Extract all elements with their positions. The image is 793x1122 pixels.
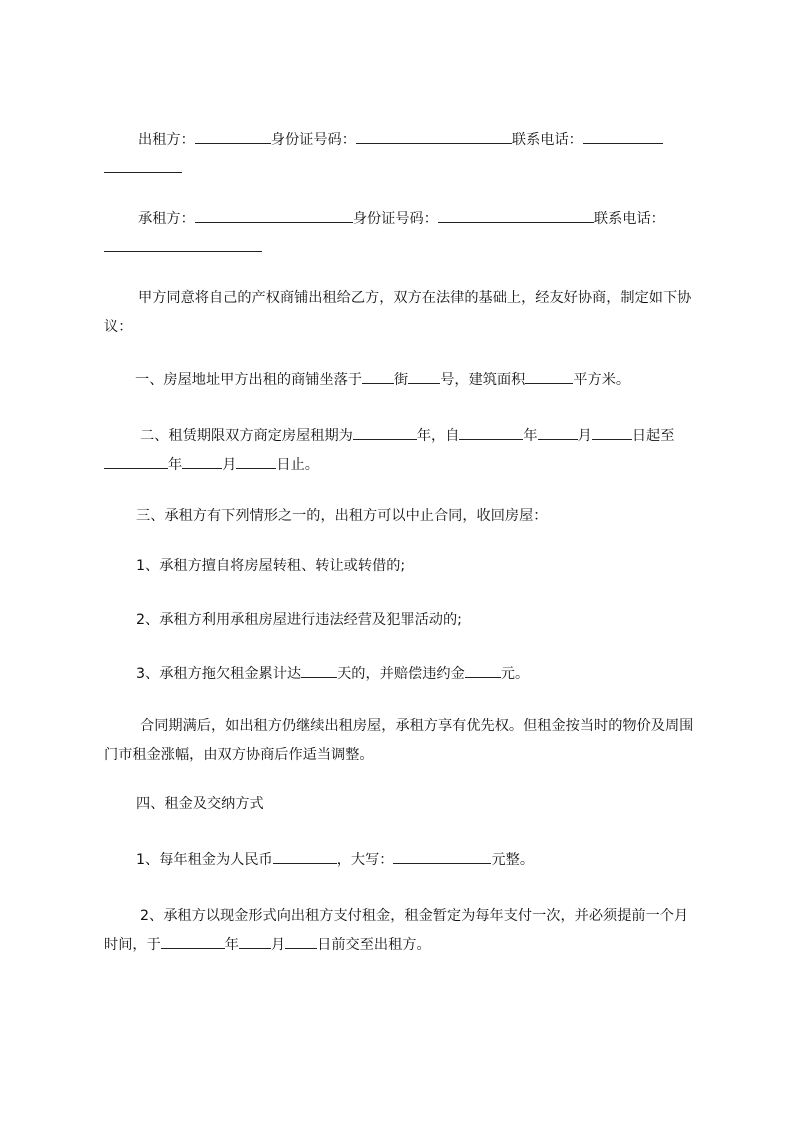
blank-field: [182, 454, 222, 469]
lessor-id-label: 身份证号码：: [270, 132, 356, 148]
lessor-line: [104, 126, 700, 184]
blank-field: [356, 129, 512, 144]
blank-field: [195, 208, 353, 223]
blank-field: [362, 369, 394, 384]
blank-field: [161, 934, 225, 949]
section-4: 四、租金及交纳方式: [136, 796, 264, 812]
renewal-paragraph: 合同期满后，如出租方仍继续出租房屋，承租方享有优先权。但租金按当时的物价及周围门市租金涨幅，由双方协商后作适当调整。: [104, 718, 694, 763]
rent-item-2: 2、承租方以现金形式向出租方支付租金，租金暂定为每年支付一次，并必须提前一个月时间，于 年 月 日前交至出租方。: [104, 908, 689, 953]
lessee-label: 承租方：: [138, 211, 195, 227]
blank-field: [285, 934, 317, 949]
blank-field: [195, 129, 271, 144]
blank-field: [438, 208, 594, 223]
blank-field: [353, 425, 417, 440]
blank-field: [583, 129, 663, 144]
blank-field: [465, 663, 501, 678]
blank-field: [239, 934, 271, 949]
list-item-2: 2、承租方利用承租房屋进行违法经营及犯罪活动的;: [136, 612, 462, 628]
lessor-label: 出租方：: [138, 132, 195, 148]
intro-paragraph: 甲方同意将自己的产权商铺出租给乙方，双方在法律的基础上，经友好协商，制定如下协议：: [104, 290, 692, 335]
rent-item-1: 1、每年租金为人民币 ，大写： 元整。: [104, 846, 700, 875]
blank-field: [273, 849, 337, 864]
lessee-line: [104, 205, 700, 263]
lessee-id-label: 身份证号码：: [352, 211, 438, 227]
blank-field: [104, 158, 182, 173]
section-2: 二、租赁期限双方商定房屋租期为 年，自 年 月 日起至年 月 日止。: [104, 422, 700, 480]
list-item-3: 3、承租方拖欠租金累计达 天的，并赔偿违约金 元。: [104, 660, 700, 689]
blank-field: [393, 849, 491, 864]
blank-field: [236, 454, 276, 469]
section-3: 三、承租方有下列情形之一的，出租方可以中止合同，收回房屋：: [136, 508, 548, 524]
blank-field: [538, 425, 578, 440]
lessor-phone-label: 联系电话：: [511, 132, 583, 148]
blank-field: [104, 237, 262, 252]
lessee-phone-label: 联系电话：: [593, 211, 665, 227]
blank-field: [459, 425, 523, 440]
section-1: 一、房屋地址甲方出租的商铺坐落于 街 号，建筑面积 平方米。: [104, 366, 700, 395]
blank-field: [408, 369, 440, 384]
blank-field: [301, 663, 337, 678]
blank-field: [525, 369, 573, 384]
blank-field: [104, 454, 168, 469]
list-item-1: 1、承租方擅自将房屋转租、转让或转借的;: [136, 558, 406, 574]
blank-field: [592, 425, 632, 440]
